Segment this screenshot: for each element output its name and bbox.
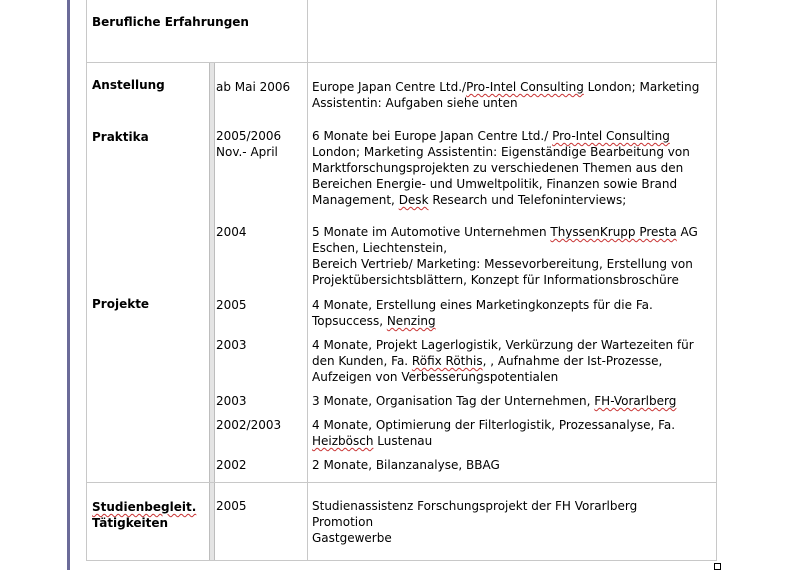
praktikum-date bbox=[216, 224, 247, 240]
projekt-description bbox=[312, 457, 500, 473]
projekt-date bbox=[216, 393, 247, 409]
text-line: 2005/2006 bbox=[216, 129, 282, 143]
table-border-left bbox=[86, 0, 87, 561]
text-segment: Research und Telefoninterviews; bbox=[428, 193, 627, 207]
text-line bbox=[312, 393, 676, 409]
text-segment: 5 Monate im Automotive Unternehmen bbox=[312, 225, 551, 239]
projekt-description bbox=[312, 393, 676, 409]
text-line bbox=[312, 144, 690, 160]
text-line: 2002 bbox=[216, 458, 247, 472]
text-line: 2003 bbox=[216, 394, 247, 408]
text-line bbox=[312, 297, 653, 313]
text-segment: Bereich Vertrieb/ Marketing: Messevorbereitung, Erstellung von bbox=[312, 257, 693, 271]
text-line bbox=[312, 192, 690, 208]
table-row-divider bbox=[86, 482, 717, 483]
praktika-label: Praktika bbox=[92, 130, 149, 144]
text-line bbox=[312, 417, 675, 433]
table-resize-handle[interactable] bbox=[714, 563, 721, 570]
text-line bbox=[92, 515, 196, 531]
text-line bbox=[312, 176, 690, 192]
text-segment: Projektübersichtsblättern, Konzept für Informationsbroschüre bbox=[312, 273, 679, 287]
spellcheck-flagged-word: Heizbösch bbox=[312, 434, 374, 448]
text-line bbox=[312, 224, 698, 240]
text-line bbox=[312, 313, 653, 329]
praktikum-description bbox=[312, 224, 698, 288]
text-line bbox=[312, 433, 675, 449]
text-segment: Lustenau bbox=[373, 434, 433, 448]
spellcheck-flagged-word: ThyssenKrupp Presta bbox=[550, 225, 677, 239]
spellcheck-flagged-word: FH-Vorarlberg bbox=[594, 394, 677, 408]
text-line bbox=[92, 499, 196, 515]
text-line: 2003 bbox=[216, 338, 247, 352]
text-line: 2002/2003 bbox=[216, 418, 282, 432]
projekt-date bbox=[216, 297, 247, 313]
table-column-divider bbox=[307, 0, 308, 561]
text-line bbox=[312, 95, 699, 111]
studien-date: 2005 bbox=[216, 499, 247, 513]
anstellung-date: ab Mai 2006 bbox=[216, 80, 291, 94]
spellcheck-flagged-word: Nenzing bbox=[386, 314, 436, 328]
text-segment: 3 Monate, Organisation Tag der Unternehmen, bbox=[312, 394, 595, 408]
text-line: 2005 bbox=[216, 298, 247, 312]
text-line bbox=[312, 272, 698, 288]
spellcheck-flagged-word: Röfix Röthis bbox=[411, 354, 483, 368]
spellcheck-flagged-word: Studienbegleit. bbox=[92, 500, 197, 514]
projekt-date bbox=[216, 457, 247, 473]
table-border-bottom bbox=[86, 560, 717, 561]
text-segment: Management, bbox=[312, 193, 399, 207]
text-line bbox=[312, 79, 699, 95]
text-line: 2004 bbox=[216, 225, 247, 239]
text-line bbox=[312, 240, 698, 256]
text-line bbox=[312, 457, 500, 473]
date-column-border bbox=[209, 63, 215, 482]
text-line bbox=[312, 369, 694, 385]
text-segment: 4 Monate, Optimierung der Filterlogistik, Prozessanalyse, Fa. bbox=[312, 418, 676, 432]
studien-description bbox=[312, 498, 637, 546]
text-segment: den Kunden, Fa. bbox=[312, 354, 412, 368]
text-segment: 4 Monate, Projekt Lagerlogistik, Verkürzung der Wartezeiten für bbox=[312, 338, 694, 352]
text-segment: Marktforschungsprojekten zu verschiedenen Themen aus den bbox=[312, 161, 684, 175]
text-segment: , , Aufnahme der Ist-Prozesse, bbox=[482, 354, 663, 368]
text-line bbox=[312, 498, 637, 514]
text-segment: Promotion bbox=[312, 515, 374, 529]
projekt-description bbox=[312, 297, 653, 329]
text-segment: Assistentin: Aufgaben siehe unten bbox=[312, 96, 518, 110]
text-segment: Tätigkeiten bbox=[92, 516, 169, 530]
table-row-divider bbox=[86, 62, 717, 63]
text-segment: Topsuccess, bbox=[312, 314, 387, 328]
text-segment: Eschen, Liechtenstein, bbox=[312, 241, 448, 255]
praktikum-description bbox=[312, 128, 690, 208]
projekt-date bbox=[216, 417, 281, 433]
text-segment: 4 Monate, Erstellung eines Marketingkonzepts für die Fa. bbox=[312, 298, 653, 312]
spellcheck-flagged-word: Desk bbox=[398, 193, 429, 207]
text-segment: Aufzeigen von Verbesserungspotentialen bbox=[312, 370, 559, 384]
text-line: Nov.- April bbox=[216, 145, 278, 159]
anstellung-label: Anstellung bbox=[92, 78, 165, 92]
text-segment: AG bbox=[676, 225, 698, 239]
text-segment: Europe Japan Centre Ltd./ bbox=[312, 80, 467, 94]
projekt-date bbox=[216, 337, 247, 353]
spellcheck-flagged-word: Pro-Intel Consulting bbox=[552, 129, 670, 143]
text-line bbox=[312, 160, 690, 176]
text-segment: 6 Monate bei Europe Japan Centre Ltd./ bbox=[312, 129, 553, 143]
text-line bbox=[312, 530, 637, 546]
spellcheck-flagged-word: Pro-Intel Consulting bbox=[466, 80, 584, 94]
date-column-border bbox=[209, 483, 215, 560]
text-line bbox=[312, 256, 698, 272]
projekt-description bbox=[312, 417, 675, 449]
text-line bbox=[312, 353, 694, 369]
text-segment: London; Marketing Assistentin: Eigenständige Bearbeitung von bbox=[312, 145, 690, 159]
text-segment: Bereichen Energie- und Umweltpolitik, Finanzen sowie Brand bbox=[312, 177, 678, 191]
projekte-label: Projekte bbox=[92, 297, 150, 311]
text-segment: 2 Monate, Bilanzanalyse, BBAG bbox=[312, 458, 500, 472]
praktikum-date bbox=[216, 128, 281, 160]
anstellung-description bbox=[312, 79, 699, 111]
studien-label bbox=[92, 499, 196, 531]
text-segment: Gastgewerbe bbox=[312, 531, 392, 545]
text-segment: Studienassistenz Forschungsprojekt der FH Vorarlberg bbox=[312, 499, 638, 513]
text-line bbox=[312, 514, 637, 530]
section-title: Berufliche Erfahrungen bbox=[92, 15, 249, 29]
text-line bbox=[312, 337, 694, 353]
text-line bbox=[312, 128, 690, 144]
projekt-description bbox=[312, 337, 694, 385]
text-segment: London; Marketing bbox=[583, 80, 700, 94]
table-border-right bbox=[716, 0, 717, 561]
left-margin-bar bbox=[67, 0, 70, 570]
